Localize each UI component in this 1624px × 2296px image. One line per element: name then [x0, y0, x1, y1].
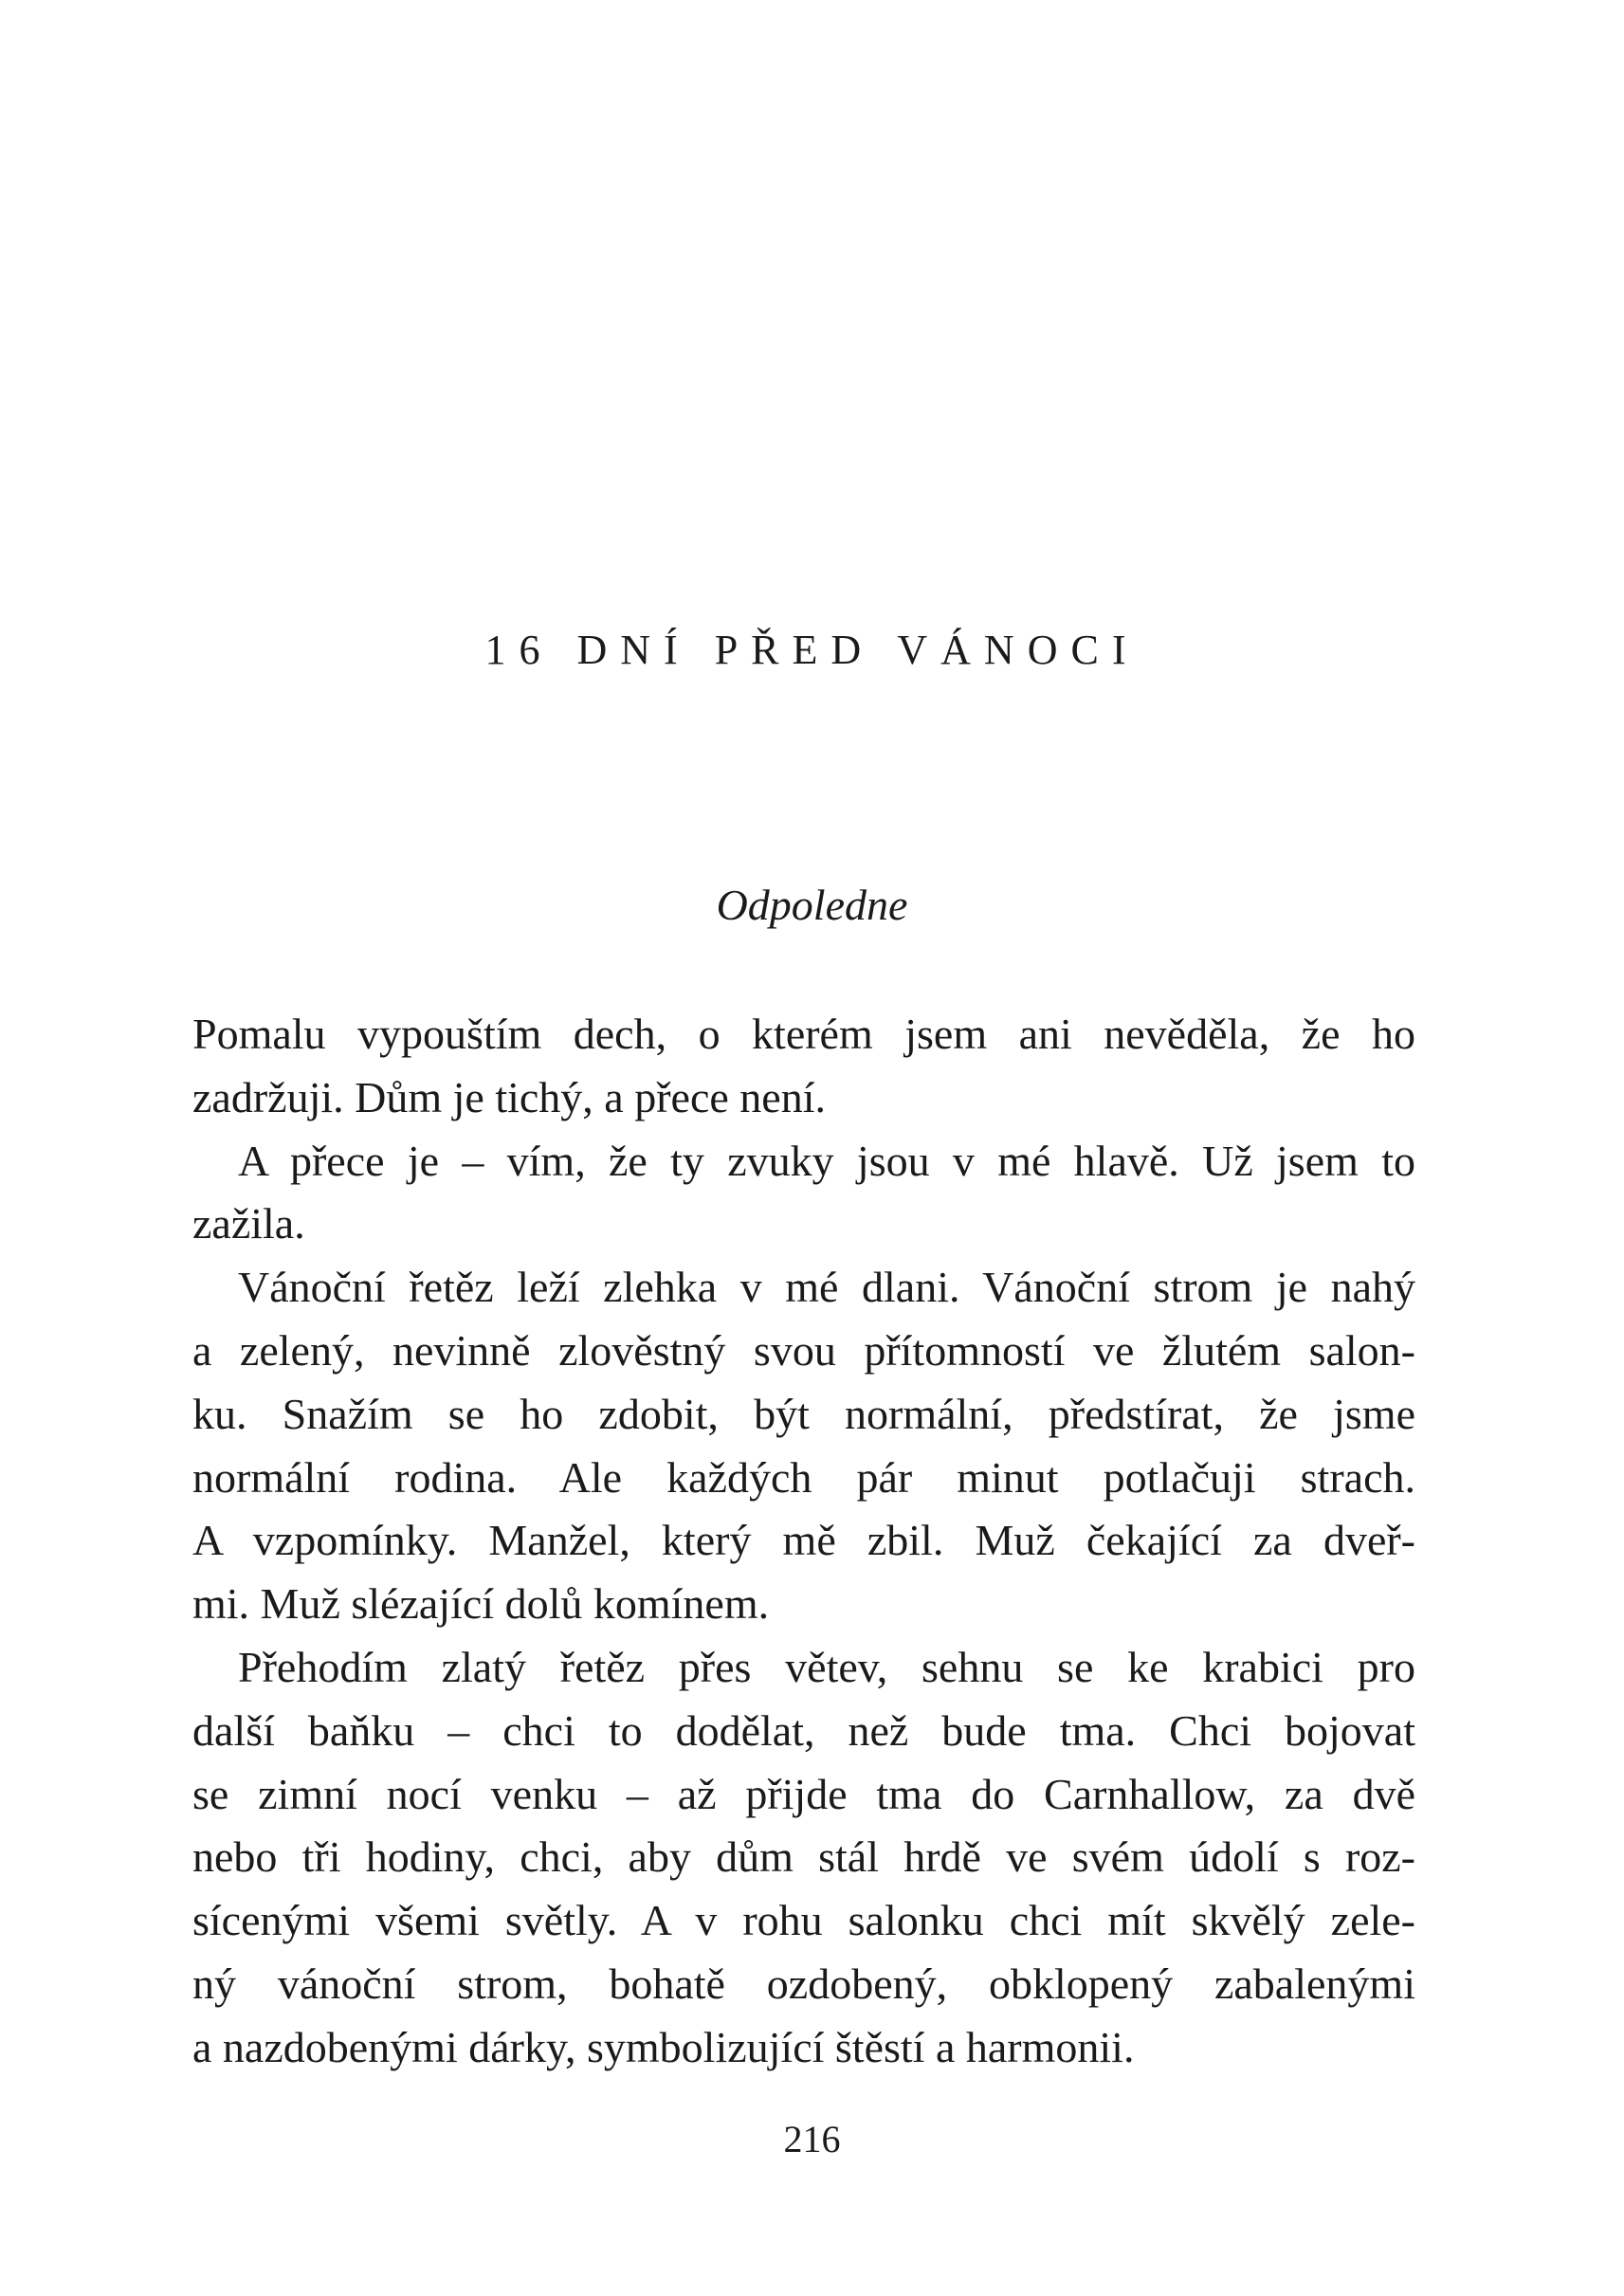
text-line: nebo tři hodiny, chci, aby dům stál hrdě ve svém údolí s roz- [192, 1832, 1415, 1882]
text-line: a zelený, nevinně zlověstný svou přítomností ve žlutém salon- [192, 1325, 1415, 1375]
chapter-subtitle: Odpoledne [716, 881, 908, 929]
text-line: Vánoční řetěz leží zlehka v mé dlani. Vánoční strom je nahý [238, 1263, 1415, 1312]
body-text [192, 1003, 1415, 2080]
text-line: ku. Snažím se ho zdobit, být normální, předstírat, že jsme [192, 1389, 1415, 1438]
text-line: a nazdobenými dárky, symbolizující štěstí a harmonii. [192, 2022, 1135, 2071]
page-number: 216 [783, 2118, 841, 2160]
text-line: se zimní nocí venku – až přijde tma do Carnhallow, za dvě [192, 1769, 1415, 1818]
paragraph-1 [192, 1003, 1415, 1130]
paragraph-4 [192, 1636, 1415, 2080]
text-line: normální rodina. Ale každých pár minut potlačuji strach. [192, 1452, 1415, 1502]
text-line: ný vánoční strom, bohatě ozdobený, obklopený zabalenými [192, 1959, 1415, 2008]
paragraph-2 [192, 1130, 1415, 1257]
paragraph-3 [192, 1256, 1415, 1636]
text-line: mi. Muž slézající dolů komínem. [192, 1579, 770, 1629]
text-line: Pomalu vypouštím dech, o kterém jsem ani nevěděla, že ho [192, 1010, 1415, 1058]
chapter-title: 16 DNÍ PŘED VÁNOCI [484, 627, 1140, 673]
text-line: zadržuji. Dům je tichý, a přece není. [192, 1072, 826, 1121]
text-line: A přece je – vím, že ty zvuky jsou v mé hlavě. Už jsem to [238, 1136, 1415, 1185]
text-line: A vzpomínky. Manžel, který mě zbil. Muž čekající za dveř- [192, 1516, 1415, 1565]
text-line: Přehodím zlatý řetěz přes větev, sehnu se ke krabici pro [238, 1642, 1415, 1691]
text-line: zažila. [192, 1199, 305, 1248]
text-line: sícenými všemi světly. A v rohu salonku chci mít skvělý zele- [192, 1896, 1415, 1945]
text-line: další baňku – chci to dodělat, než bude tma. Chci bojovat [192, 1705, 1415, 1755]
